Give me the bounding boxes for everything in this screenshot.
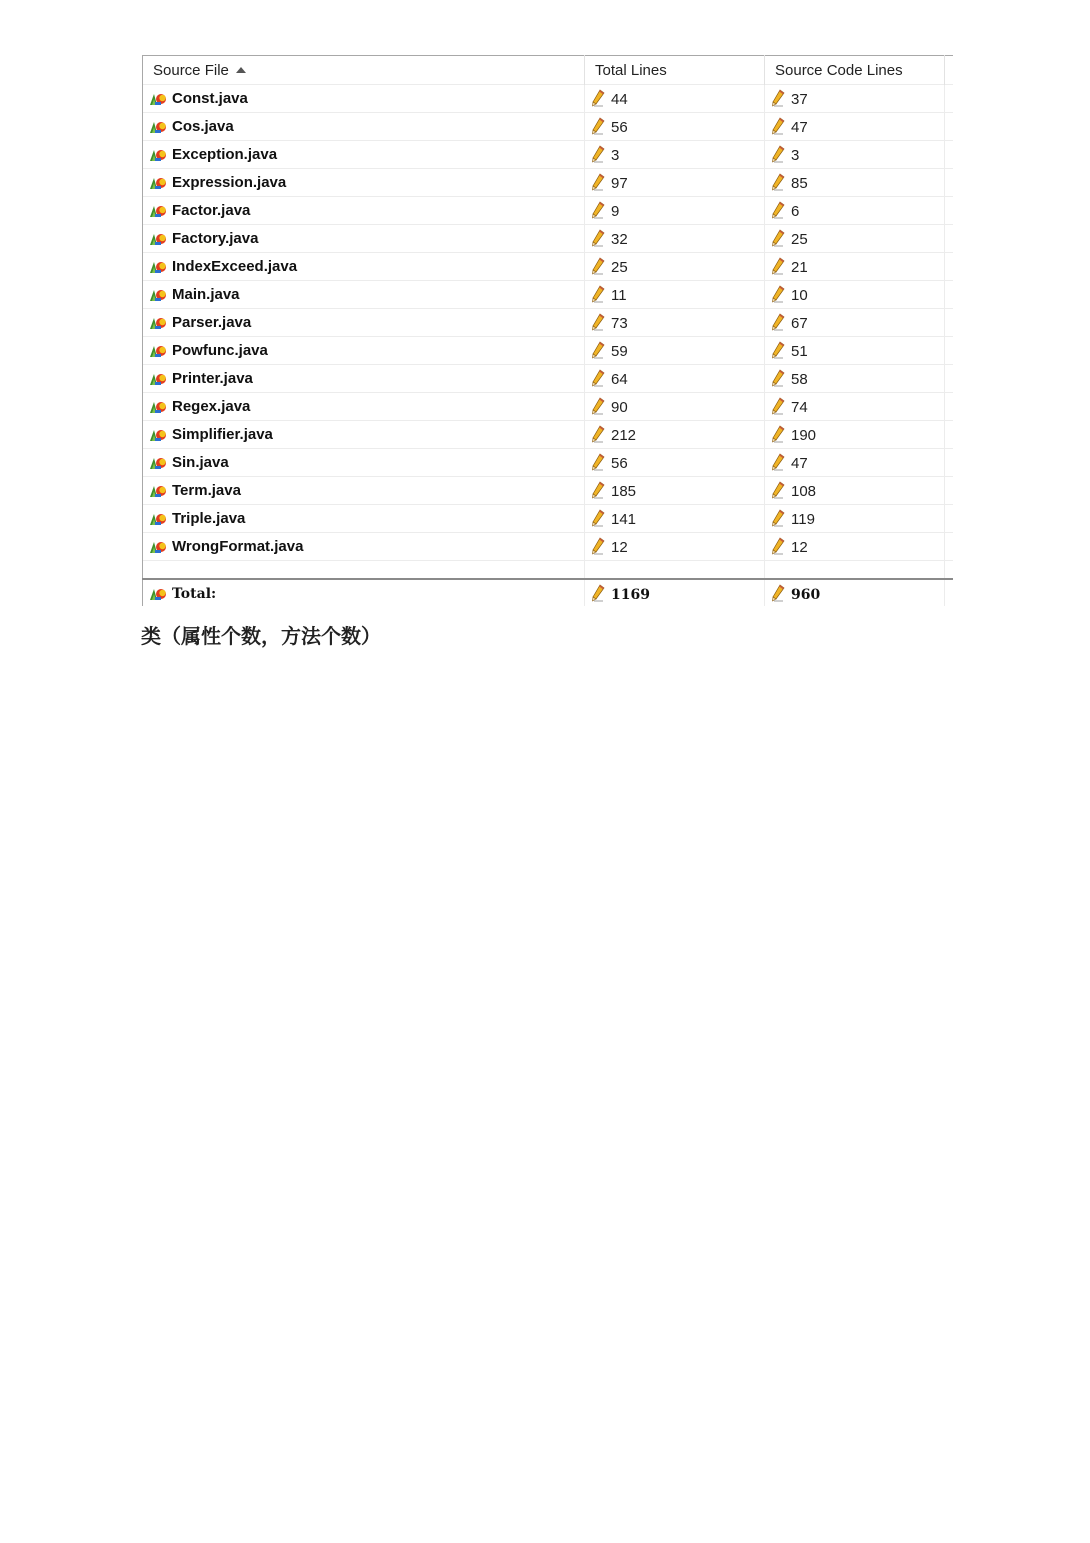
total-lines-cell [585, 505, 765, 533]
pencil-icon [771, 397, 785, 415]
filler-cell [945, 85, 953, 113]
source-code-lines-cell [765, 85, 945, 113]
total-lines-cell [585, 169, 765, 197]
pencil-icon [771, 257, 785, 275]
spacer-row [143, 561, 953, 580]
source-file-name: Parser.java [172, 314, 252, 331]
filler-cell [945, 197, 953, 225]
java-file-icon [149, 120, 167, 134]
source-file-cell[interactable] [143, 169, 585, 197]
total-lines-sum-cell [585, 579, 765, 606]
pencil-icon [771, 481, 785, 499]
table-row[interactable] [143, 477, 953, 505]
java-file-icon [149, 204, 167, 218]
total-lines-value: 9 [611, 203, 620, 220]
source-file-name: Sin.java [172, 454, 229, 471]
source-file-cell[interactable] [143, 449, 585, 477]
source-file-metrics-table-container [142, 55, 952, 606]
section-heading: 类（属性个数，方法个数） [141, 624, 381, 648]
sort-ascending-icon [236, 67, 246, 73]
source-file-cell[interactable] [143, 533, 585, 561]
source-file-name: Factory.java [172, 230, 259, 247]
total-lines-value: 59 [611, 343, 628, 360]
pencil-icon [591, 584, 605, 602]
pencil-icon [771, 584, 785, 602]
java-file-icon [149, 372, 167, 386]
header-source-file-label: Source File [153, 61, 229, 79]
total-lines-value: 90 [611, 399, 628, 416]
java-file-icon [149, 176, 167, 190]
header-source-code-lines-label: Source Code Lines [775, 61, 903, 79]
source-code-lines-cell [765, 505, 945, 533]
pencil-icon [591, 145, 605, 163]
pencil-icon [771, 89, 785, 107]
filler-cell [945, 477, 953, 505]
source-code-lines-value: 85 [791, 175, 808, 192]
source-file-cell[interactable] [143, 477, 585, 505]
source-file-name: Cos.java [172, 118, 234, 135]
pencil-icon [771, 509, 785, 527]
source-code-lines-cell [765, 533, 945, 561]
pencil-icon [771, 285, 785, 303]
table-row[interactable] [143, 225, 953, 253]
pencil-icon [771, 313, 785, 331]
table-row[interactable] [143, 449, 953, 477]
pencil-icon [591, 285, 605, 303]
pencil-icon [771, 229, 785, 247]
total-lines-cell [585, 533, 765, 561]
filler-cell [945, 365, 953, 393]
source-code-lines-value: 108 [791, 483, 817, 500]
pencil-icon [591, 201, 605, 219]
java-file-icon [149, 428, 167, 442]
java-file-icon [149, 587, 167, 601]
pencil-icon [591, 537, 605, 555]
source-code-lines-cell [765, 141, 945, 169]
pencil-icon [591, 229, 605, 247]
source-file-cell[interactable] [143, 197, 585, 225]
java-file-icon [149, 316, 167, 330]
filler-cell [945, 169, 953, 197]
source-file-cell[interactable] [143, 141, 585, 169]
filler-cell [945, 579, 953, 606]
source-file-name: WrongFormat.java [172, 538, 304, 555]
java-file-icon [149, 484, 167, 498]
source-file-cell[interactable] [143, 85, 585, 113]
source-code-lines-value: 37 [791, 91, 808, 108]
pencil-icon [591, 257, 605, 275]
java-file-icon [149, 344, 167, 358]
source-code-lines-value: 3 [791, 147, 800, 164]
source-file-cell[interactable] [143, 309, 585, 337]
table-header-row [143, 56, 953, 85]
total-lines-cell [585, 141, 765, 169]
source-code-lines-value: 119 [791, 511, 815, 528]
pencil-icon [771, 425, 785, 443]
header-filler [945, 56, 953, 85]
table-row[interactable] [143, 309, 953, 337]
total-label: Total: [172, 585, 217, 602]
spacer-cell [765, 561, 945, 580]
pencil-icon [591, 481, 605, 499]
table-row[interactable] [143, 393, 953, 421]
pencil-icon [771, 145, 785, 163]
source-file-cell[interactable] [143, 393, 585, 421]
source-code-lines-value: 58 [791, 371, 808, 388]
total-lines-cell [585, 393, 765, 421]
table-row[interactable] [143, 533, 953, 561]
pencil-icon [771, 341, 785, 359]
source-file-name: Triple.java [172, 510, 246, 527]
filler-cell [945, 309, 953, 337]
source-code-lines-cell [765, 281, 945, 309]
source-file-name: Simplifier.java [172, 426, 273, 443]
filler-cell [945, 225, 953, 253]
source-code-lines-sum: 960 [791, 586, 821, 603]
source-code-lines-value: 47 [791, 455, 808, 472]
source-file-cell[interactable] [143, 421, 585, 449]
java-file-icon [149, 92, 167, 106]
table-row[interactable] [143, 505, 953, 533]
total-lines-value: 32 [611, 231, 628, 248]
source-code-lines-value: 12 [791, 539, 808, 556]
filler-cell [945, 533, 953, 561]
filler-cell [945, 505, 953, 533]
total-lines-sum: 1169 [611, 586, 650, 603]
filler-cell [945, 337, 953, 365]
source-file-cell[interactable] [143, 253, 585, 281]
total-lines-value: 185 [611, 483, 637, 500]
source-code-lines-cell [765, 393, 945, 421]
filler-cell [945, 141, 953, 169]
source-code-lines-value: 51 [791, 343, 808, 360]
total-lines-cell [585, 477, 765, 505]
java-file-icon [149, 540, 167, 554]
pencil-icon [591, 453, 605, 471]
source-code-lines-cell [765, 169, 945, 197]
java-file-icon [149, 232, 167, 246]
table-row[interactable] [143, 169, 953, 197]
total-lines-cell [585, 253, 765, 281]
source-code-lines-cell [765, 337, 945, 365]
pencil-icon [771, 201, 785, 219]
header-source-code-lines[interactable] [765, 56, 945, 85]
source-file-name: Const.java [172, 90, 248, 107]
total-lines-value: 212 [611, 427, 637, 444]
source-file-name: Printer.java [172, 370, 253, 387]
pencil-icon [591, 425, 605, 443]
spacer-cell [585, 561, 765, 580]
total-lines-cell [585, 113, 765, 141]
header-total-lines[interactable] [585, 56, 765, 85]
pencil-icon [591, 509, 605, 527]
total-lines-value: 73 [611, 315, 628, 332]
source-file-name: Exception.java [172, 146, 278, 163]
java-file-icon [149, 400, 167, 414]
source-file-cell[interactable] [143, 113, 585, 141]
source-file-name: Term.java [172, 482, 241, 499]
source-file-metrics-table [142, 55, 953, 606]
source-code-lines-value: 47 [791, 119, 808, 136]
java-file-icon [149, 148, 167, 162]
total-lines-value: 11 [611, 287, 627, 304]
source-file-name: Main.java [172, 286, 240, 303]
table-row[interactable] [143, 253, 953, 281]
source-file-cell[interactable] [143, 225, 585, 253]
pencil-icon [591, 313, 605, 331]
source-file-cell[interactable] [143, 337, 585, 365]
source-code-lines-cell [765, 309, 945, 337]
source-code-lines-cell [765, 365, 945, 393]
filler-cell [945, 449, 953, 477]
filler-cell [945, 421, 953, 449]
source-code-lines-cell [765, 225, 945, 253]
table-row[interactable] [143, 421, 953, 449]
table-row[interactable] [143, 197, 953, 225]
total-lines-cell [585, 449, 765, 477]
java-file-icon [149, 512, 167, 526]
java-file-icon [149, 260, 167, 274]
total-lines-cell [585, 365, 765, 393]
header-total-lines-label: Total Lines [595, 61, 667, 79]
spacer-cell [945, 561, 953, 580]
total-lines-cell [585, 421, 765, 449]
source-code-lines-value: 25 [791, 231, 808, 248]
total-lines-cell [585, 225, 765, 253]
table-row[interactable] [143, 281, 953, 309]
total-lines-value: 3 [611, 147, 620, 164]
source-file-cell[interactable] [143, 505, 585, 533]
total-label-cell [143, 579, 585, 606]
total-lines-value: 64 [611, 371, 628, 388]
filler-cell [945, 113, 953, 141]
source-code-lines-cell [765, 421, 945, 449]
filler-cell [945, 253, 953, 281]
filler-cell [945, 281, 953, 309]
total-lines-cell [585, 337, 765, 365]
total-lines-cell [585, 197, 765, 225]
table-body [143, 85, 953, 607]
source-code-lines-cell [765, 449, 945, 477]
pencil-icon [591, 89, 605, 107]
source-code-lines-cell [765, 197, 945, 225]
source-file-name: Factor.java [172, 202, 251, 219]
total-lines-value: 141 [611, 511, 637, 528]
total-lines-value: 12 [611, 539, 628, 556]
source-code-lines-value: 190 [791, 427, 817, 444]
source-file-name: Expression.java [172, 174, 287, 191]
source-code-lines-cell [765, 113, 945, 141]
total-lines-cell [585, 309, 765, 337]
source-file-name: Regex.java [172, 398, 251, 415]
pencil-icon [771, 173, 785, 191]
table-row[interactable] [143, 85, 953, 113]
pencil-icon [771, 453, 785, 471]
source-code-lines-value: 67 [791, 315, 808, 332]
pencil-icon [771, 369, 785, 387]
total-lines-value: 44 [611, 91, 628, 108]
source-file-name: Powfunc.java [172, 342, 268, 359]
total-row [143, 579, 953, 606]
source-code-lines-sum-cell [765, 579, 945, 606]
table-row[interactable] [143, 113, 953, 141]
pencil-icon [591, 397, 605, 415]
source-code-lines-cell [765, 477, 945, 505]
table-row[interactable] [143, 337, 953, 365]
header-source-file[interactable] [143, 56, 585, 85]
source-file-cell[interactable] [143, 365, 585, 393]
source-code-lines-value: 6 [791, 203, 800, 220]
pencil-icon [591, 117, 605, 135]
filler-cell [945, 393, 953, 421]
table-row[interactable] [143, 365, 953, 393]
pencil-icon [591, 341, 605, 359]
pencil-icon [771, 117, 785, 135]
total-lines-cell [585, 85, 765, 113]
total-lines-value: 56 [611, 455, 628, 472]
pencil-icon [771, 537, 785, 555]
java-file-icon [149, 288, 167, 302]
spacer-cell [143, 561, 585, 580]
total-lines-value: 97 [611, 175, 628, 192]
total-lines-value: 25 [611, 259, 628, 276]
source-code-lines-value: 21 [791, 259, 808, 276]
source-file-cell[interactable] [143, 281, 585, 309]
total-lines-value: 56 [611, 119, 628, 136]
source-file-name: IndexExceed.java [172, 258, 298, 275]
source-code-lines-value: 74 [791, 399, 808, 416]
source-code-lines-cell [765, 253, 945, 281]
java-file-icon [149, 456, 167, 470]
source-code-lines-value: 10 [791, 287, 808, 304]
table-row[interactable] [143, 141, 953, 169]
pencil-icon [591, 173, 605, 191]
total-lines-cell [585, 281, 765, 309]
pencil-icon [591, 369, 605, 387]
